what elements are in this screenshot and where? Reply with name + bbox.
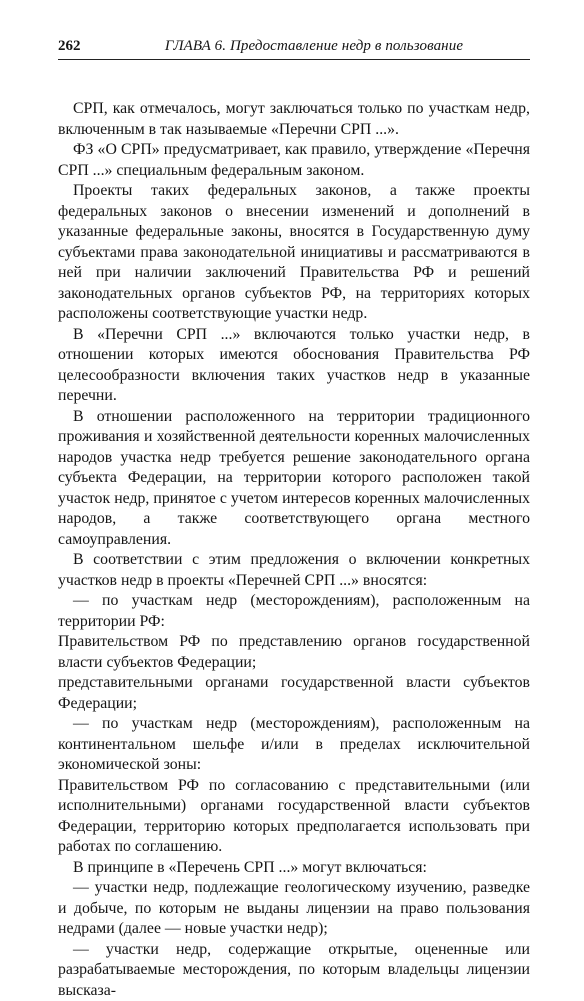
list-item: — по участкам недр (месторождениям), расположенным на территории РФ: bbox=[58, 591, 530, 632]
paragraph: Правительством РФ по представлению органов государственной власти субъектов Федерации; bbox=[58, 632, 530, 673]
paragraph: Правительством РФ по согласованию с представительными (или исполнительными) органами государственной власти субъектов Федерации, территорию которых предполагается использовать при работах по соглашению. bbox=[58, 776, 530, 858]
paragraph: В отношении расположенного на территории традиционного проживания и хозяйственной деятельности коренных малочисленных народов участка недр требуется решение законодательного органа субъекта Федерации, на территории которого расположен такой участок недр, принятое с учетом интересов коренных малочисленных народов, а также соответствующего органа местного самоуправления. bbox=[58, 407, 530, 551]
book-page bbox=[58, 38, 530, 1001]
paragraph: В принципе в «Перечень СРП ...» могут включаться: bbox=[58, 858, 530, 879]
paragraph: СРП, как отмечалось, могут заключаться только по участкам недр, включенным в так называемые «Перечни СРП ...». bbox=[58, 99, 530, 140]
paragraph: представительными органами государственной власти субъектов Федерации; bbox=[58, 673, 530, 714]
paragraph: Проекты таких федеральных законов, а также проекты федеральных законов о внесении изменений и дополнений в указанные федеральные законы, вносятся в Государственную думу субъектами права законодательной инициативы и рассматриваются в ней при наличии заключений Правительства РФ и решений законодательных органов субъектов РФ, на территориях которых расположены соответствующие участки недр. bbox=[58, 181, 530, 325]
list-item: — участки недр, подлежащие геологическому изучению, разведке и добыче, по которым не выданы лицензии на право пользования недрами (далее — новые участки недр); bbox=[58, 878, 530, 940]
page-number: 262 bbox=[58, 38, 98, 55]
body-text bbox=[58, 99, 530, 1001]
running-head: ГЛАВА 6. Предоставление недр в пользование bbox=[98, 38, 530, 55]
list-item: — по участкам недр (месторождениям), расположенным на континентальном шельфе и/или в пределах исключительной экономической зоны: bbox=[58, 714, 530, 776]
paragraph: ФЗ «О СРП» предусматривает, как правило, утверждение «Перечня СРП ...» специальным федеральным законом. bbox=[58, 140, 530, 181]
list-item: — участки недр, содержащие открытые, оцененные или разрабатываемые месторождения, по которым владельцы лицензии высказа- bbox=[58, 940, 530, 1001]
page-header bbox=[58, 38, 530, 60]
paragraph: В соответствии с этим предложения о включении конкретных участков недр в проекты «Перечней СРП ...» вносятся: bbox=[58, 550, 530, 591]
paragraph: В «Перечни СРП ...» включаются только участки недр, в отношении которых имеются обоснования Правительства РФ целесообразности включения таких участков недр в указанные перечни. bbox=[58, 325, 530, 407]
